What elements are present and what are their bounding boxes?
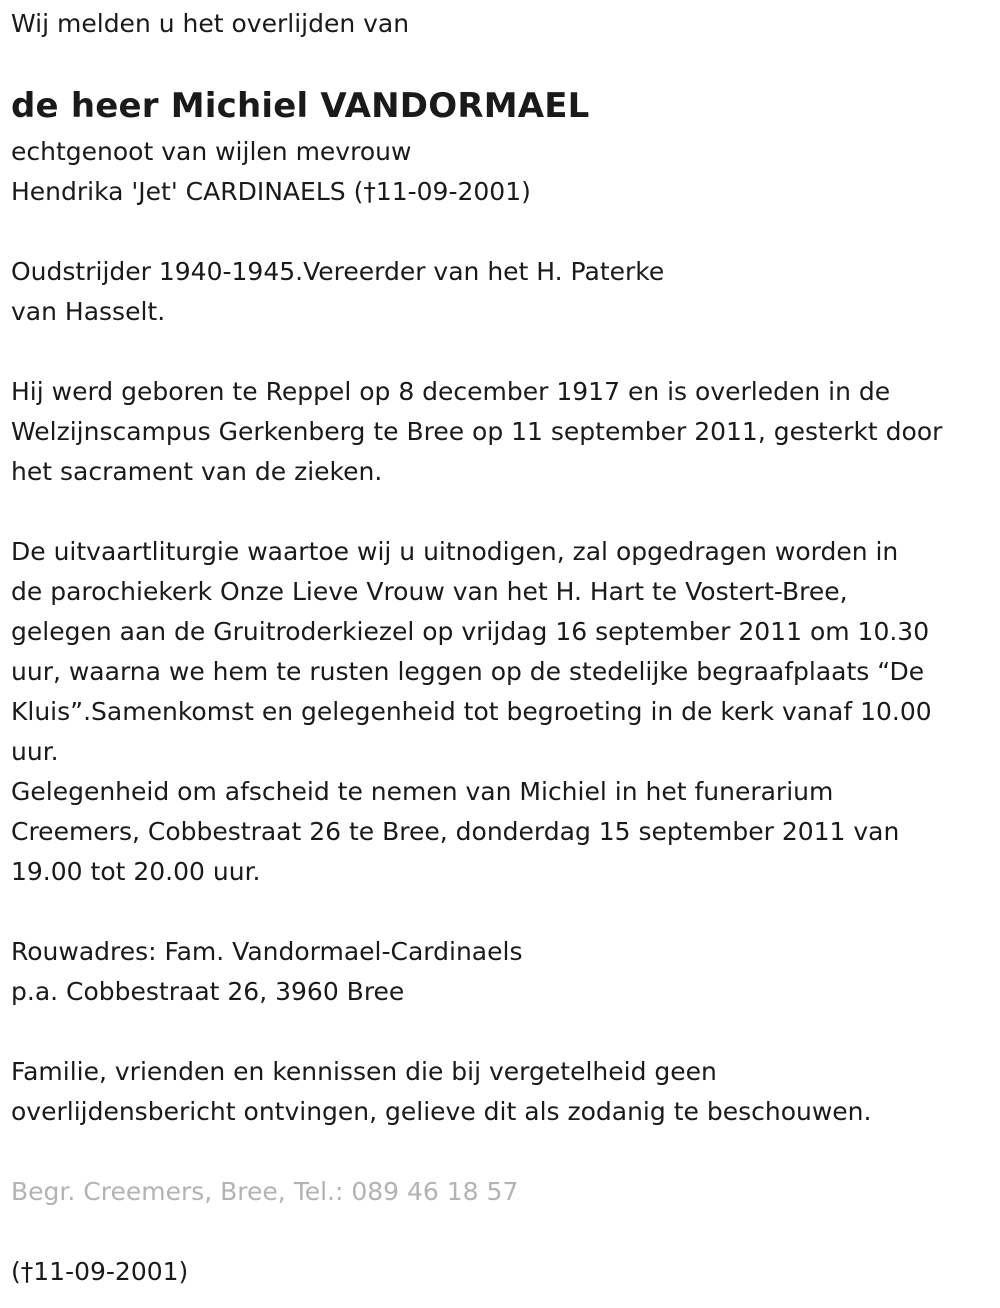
honors-line-2: van Hasselt. xyxy=(11,297,166,326)
liturgy-line-2: de parochiekerk Onze Lieve Vrouw van het H. Hart te Vostert-Bree, xyxy=(11,577,848,606)
deceased-name: de heer Michiel VANDORMAEL xyxy=(11,86,590,126)
liturgy-line-3: gelegen aan de Gruitroderkiezel op vrijdag 16 september 2011 om 10.30 xyxy=(11,617,930,646)
liturgy-line-5: Kluis”.Samenkomst en gelegenheid tot begroeting in de kerk vanaf 10.00 xyxy=(11,697,932,726)
honors-line-1: Oudstrijder 1940-1945.Vereerder van het H. Paterke xyxy=(11,257,665,286)
spacer xyxy=(11,492,991,532)
birth-line-3: het sacrament van de zieken. xyxy=(11,457,383,486)
family-line-2: overlijdensbericht ontvingen, gelieve dit als zodanig te beschouwen. xyxy=(11,1097,872,1126)
farewell-line-1: Gelegenheid om afscheid te nemen van Michiel in het funerarium xyxy=(11,777,834,806)
intro-text: Wij melden u het overlijden van xyxy=(11,9,410,38)
family-line-1: Familie, vrienden en kennissen die bij vergetelheid geen xyxy=(11,1057,717,1086)
birth-line-1: Hij werd geboren te Reppel op 8 december 1917 en is overleden in de xyxy=(11,377,891,406)
spacer xyxy=(11,1212,991,1252)
birth-line-2: Welzijnscampus Gerkenberg te Bree op 11 september 2011, gesterkt door xyxy=(11,417,943,446)
footer-date: (†11-09-2001) xyxy=(11,1257,189,1286)
liturgy-line-1: De uitvaartliturgie waartoe wij u uitnodigen, zal opgedragen worden in xyxy=(11,537,899,566)
spouse-line-2: Hendrika 'Jet' CARDINAELS (†11-09-2001) xyxy=(11,177,531,206)
address-line-2: p.a. Cobbestraat 26, 3960 Bree xyxy=(11,977,405,1006)
spacer xyxy=(11,1132,991,1172)
spacer xyxy=(11,212,991,252)
spacer xyxy=(11,332,991,372)
spacer xyxy=(11,892,991,932)
death-notice xyxy=(11,4,991,1292)
farewell-line-2: Creemers, Cobbestraat 26 te Bree, donderdag 15 september 2011 van xyxy=(11,817,900,846)
spacer xyxy=(11,1012,991,1052)
address-line-1: Rouwadres: Fam. Vandormael-Cardinaels xyxy=(11,937,523,966)
undertaker-info: Begr. Creemers, Bree, Tel.: 089 46 18 57 xyxy=(11,1177,519,1206)
farewell-line-3: 19.00 tot 20.00 uur. xyxy=(11,857,261,886)
liturgy-line-4: uur, waarna we hem te rusten leggen op de stedelijke begraafplaats “De xyxy=(11,657,925,686)
liturgy-line-6: uur. xyxy=(11,737,59,766)
spouse-line-1: echtgenoot van wijlen mevrouw xyxy=(11,137,412,166)
